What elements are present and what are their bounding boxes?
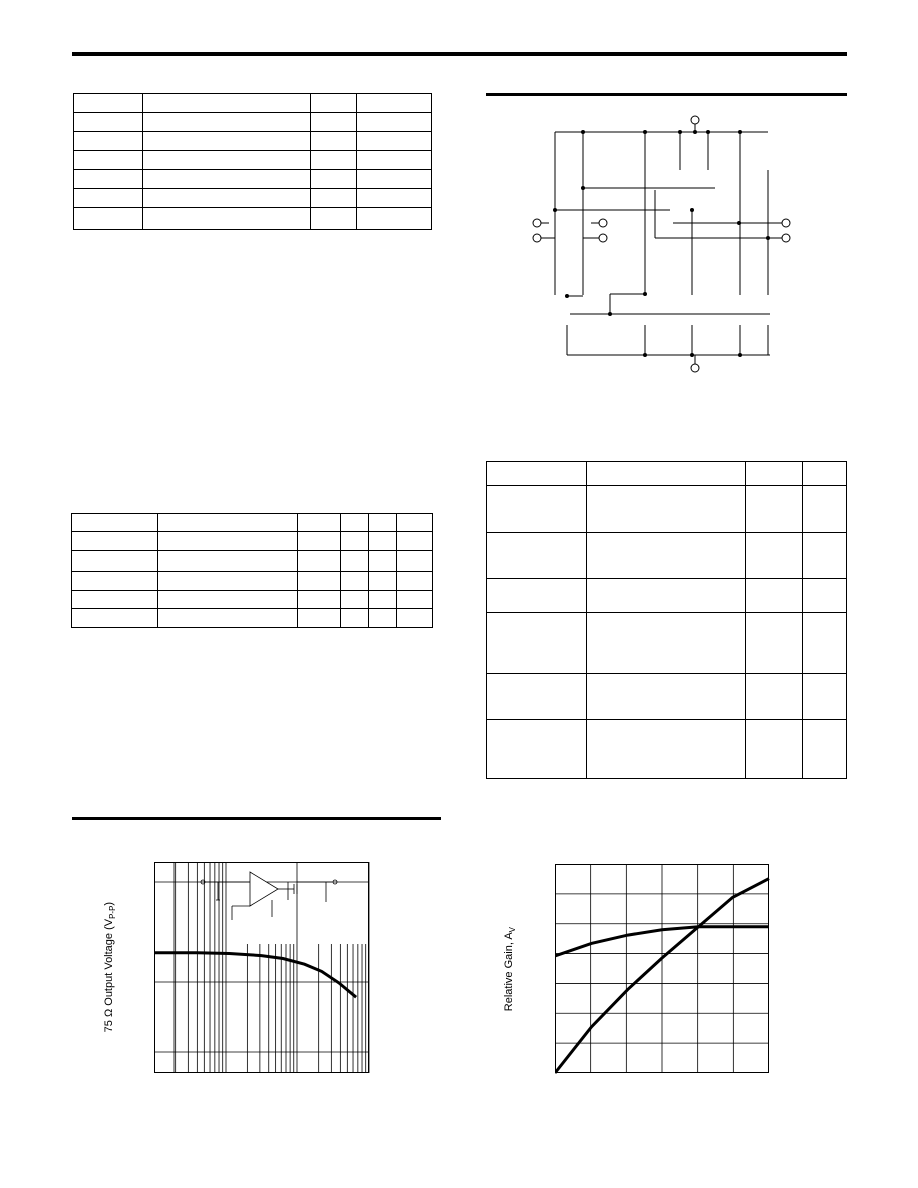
table-row	[487, 486, 847, 533]
table-row	[487, 613, 847, 674]
table-row	[72, 591, 433, 609]
chart-left-series-0	[154, 953, 356, 997]
table-row	[487, 579, 847, 613]
table-row	[487, 533, 847, 579]
equivalent-circuit-schematic	[525, 110, 800, 380]
table-row	[74, 151, 432, 170]
table-row	[74, 189, 432, 208]
table-row	[72, 572, 433, 591]
graph-section-rule	[72, 817, 441, 820]
chart-right	[555, 864, 770, 1074]
header-rule	[72, 52, 847, 56]
table-row	[74, 208, 432, 230]
chart-left	[154, 862, 370, 1074]
table-1	[73, 93, 432, 230]
schematic-section-rule	[486, 93, 847, 96]
table-row	[74, 170, 432, 189]
chart-right-ylabel: Relative Gain, $A_V$	[502, 926, 518, 1012]
table-row	[72, 532, 433, 551]
table-row	[487, 462, 847, 486]
table-row	[74, 94, 432, 113]
table-2	[71, 513, 433, 628]
table-row	[72, 609, 433, 628]
test-circuit-inset	[201, 872, 337, 920]
table-row	[72, 551, 433, 572]
chart-left-ylabel: 75 Ω Output Voltage $(V_{P-P})$	[102, 901, 118, 1033]
table-row	[487, 720, 847, 779]
table-row	[74, 113, 432, 132]
table-row	[72, 514, 433, 532]
table-3	[486, 461, 847, 779]
table-row	[487, 674, 847, 720]
table-row	[74, 132, 432, 151]
